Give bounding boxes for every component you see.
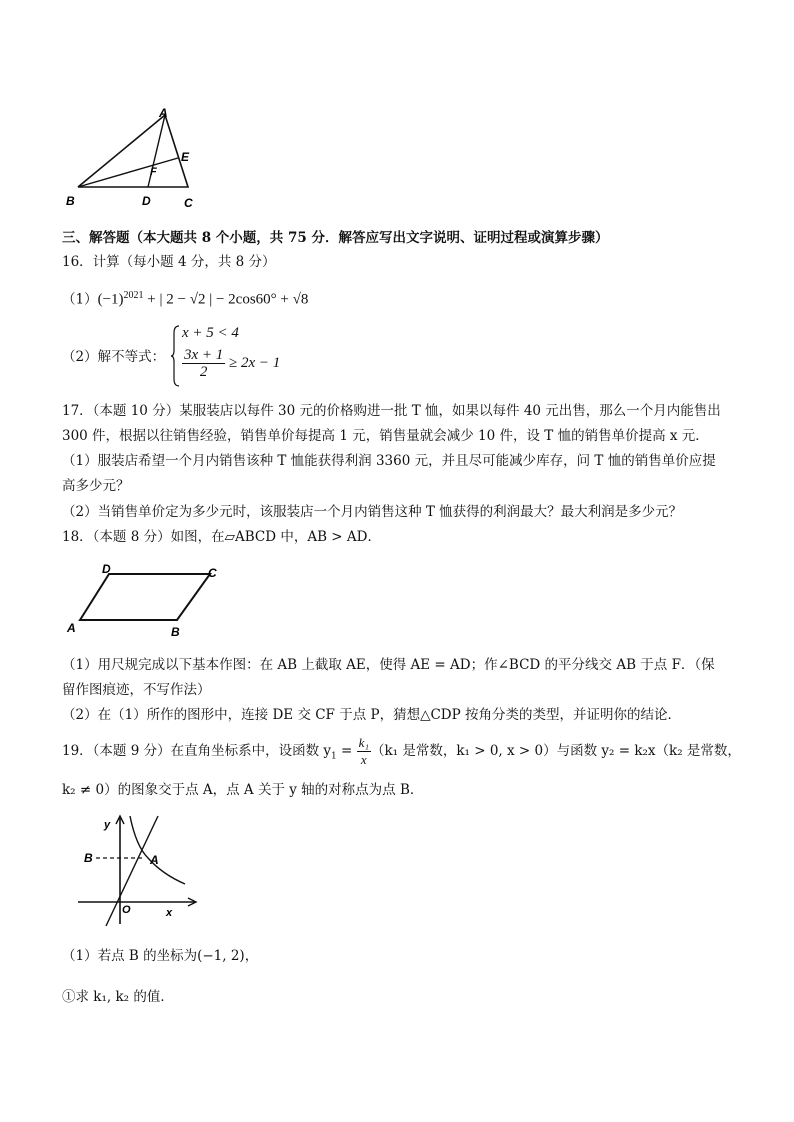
q19-line2: k₂ ≠ 0）的图象交于点 A，点 A 关于 y 轴的对称点为点 B． — [62, 782, 424, 798]
inequality-2-fraction — [182, 347, 225, 380]
coordinate-figure — [70, 812, 205, 932]
label-b: B — [171, 625, 180, 639]
q16-title: 16．计算（每小题 4 分，共 8 分） — [62, 254, 276, 270]
q18-line2: （1）用尺规完成以下基本作图：在 AB 上截取 AE，使得 AE = AD；作∠BCD 的平分线交 AB 于点 F．（保 — [62, 657, 715, 673]
label-e: E — [181, 150, 190, 164]
q19-frac-num: k₁ — [358, 735, 369, 750]
q19-line3: （1）若点 B 的坐标为(−1, 2)， — [62, 948, 259, 964]
curve-y1 — [130, 816, 185, 884]
q17-line5: （2）当销售单价定为多少元时，该服装店一个月内销售这种 T 恤获得的利润最大？最大利润是多少元？ — [62, 504, 683, 520]
q16-expr-rest: + | 2 − √2 | − 2cos60° + √8 — [143, 291, 309, 308]
q16-part2-label: （2）解不等式： — [62, 349, 166, 365]
inequality-2-rest: ≥ 2x − 1 — [229, 354, 281, 371]
label-b: B — [66, 194, 75, 208]
q19-eq: = — [336, 743, 357, 759]
q17-line3: （1）服装店希望一个月内销售该种 T 恤能获得利润 3360 元，并且尽可能减少库存，问 T 恤的销售单价应提 — [62, 453, 716, 469]
q18-line3: 留作图痕迹，不写作法） — [62, 682, 211, 698]
brace-icon — [170, 325, 180, 387]
q18-line4: （2）在（1）所作的图形中，连接 DE 交 CF 于点 P，猜想△CDP 按角分类的类型，并证明你的结论． — [62, 707, 682, 723]
triangle-outline — [78, 115, 188, 187]
label-c: C — [208, 566, 217, 580]
q19-sub: 1 — [331, 751, 337, 762]
label-a: A — [159, 106, 168, 120]
q19-fraction — [357, 735, 371, 768]
inequality-1: x + 5 < 4 — [182, 325, 239, 341]
parallelogram-figure — [62, 560, 232, 642]
label-o: O — [122, 904, 131, 916]
label-a: A — [150, 853, 159, 867]
q19-text-a: 19．（本题 9 分）在直角坐标系中，设函数 y — [62, 743, 332, 759]
triangle-figure — [60, 105, 220, 210]
segment-be — [78, 158, 178, 187]
label-a: A — [67, 621, 76, 635]
label-f: F — [150, 166, 157, 178]
line-y2 — [106, 816, 158, 926]
q17-line2: 300 件，根据以往销售经验，销售单价每提高 1 元，销售量就会减少 10 件，设 T 恤的销售单价提高 x 元． — [62, 428, 709, 444]
q16-expr-base: (−1) — [97, 291, 124, 308]
q19-text-b: （k₁ 是常数，k₁ > 0, x > 0）与函数 y₂ = k₂x（k₂ 是常数， — [370, 743, 741, 759]
q16-expr-exponent: 2021 — [123, 290, 144, 301]
q16-part1 — [62, 287, 308, 309]
section-heading: 三、解答题（本大题共 8 个小题，共 75 分．解答应写出文字说明、证明过程或演算步骤） — [62, 230, 609, 246]
fraction-denominator: 2 — [199, 364, 208, 380]
label-d: D — [142, 194, 151, 208]
q17-line1: 17．（本题 10 分）某服装店以每件 30 元的价格购进一批 T 恤，如果以每件 40 元出售，那么一个月内能售出 — [62, 403, 721, 419]
q19-frac-den: x — [360, 752, 367, 767]
q19-line1 — [62, 735, 741, 768]
label-d: D — [102, 562, 111, 576]
parallelogram-abcd — [80, 574, 210, 620]
q17-line4: 高多少元？ — [62, 478, 130, 494]
q19-line4: ①求 k₁, k₂ 的值． — [62, 989, 174, 1005]
fraction-numerator: 3x + 1 — [184, 347, 224, 363]
q18-line1: 18．（本题 8 分）如图，在▱ABCD 中，AB > AD． — [62, 529, 381, 545]
label-b: B — [84, 851, 93, 865]
label-y: y — [104, 819, 111, 831]
label-c: C — [184, 196, 193, 210]
label-x: x — [166, 907, 173, 919]
inequality-2 — [182, 347, 280, 380]
q16-part1-label: （1） — [62, 291, 98, 308]
